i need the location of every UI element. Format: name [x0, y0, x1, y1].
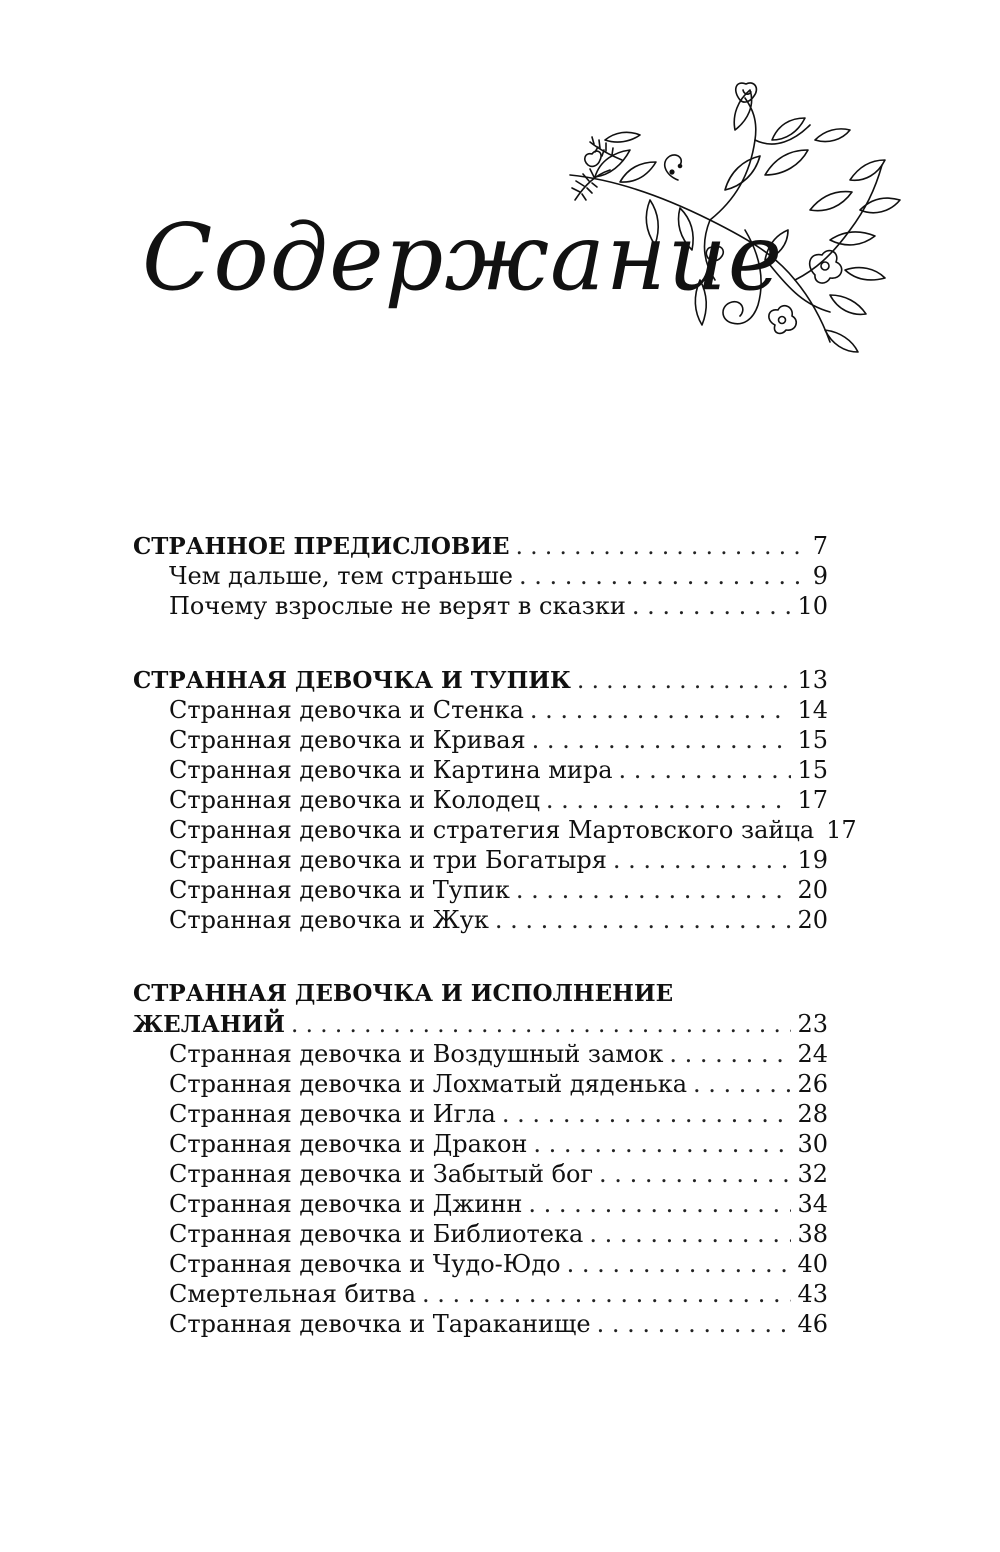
toc-entry[interactable] — [133, 1039, 828, 1069]
page-number: 46 — [797, 1310, 828, 1338]
toc-entry[interactable] — [133, 1219, 828, 1249]
dot-leader — [422, 1279, 791, 1309]
page-number: 28 — [797, 1100, 828, 1128]
toc-entry-label: Странная девочка и Забытый бог — [169, 1160, 594, 1188]
dot-leader — [619, 755, 792, 785]
dot-leader — [516, 875, 792, 905]
toc-heading-line1[interactable] — [133, 979, 828, 1009]
dot-leader — [495, 905, 792, 935]
page-number: 7 — [812, 532, 828, 560]
toc-entry[interactable] — [133, 875, 828, 905]
toc-entry[interactable] — [133, 1309, 828, 1339]
toc-section — [133, 979, 828, 1339]
toc-entry-label: Чем дальше, тем страньше — [169, 562, 513, 590]
page-number: 26 — [797, 1070, 828, 1098]
toc-entry-label: Странная девочка и Лохматый дяденька — [169, 1070, 688, 1098]
toc-entry-label: Странная девочка и Игла — [169, 1100, 496, 1128]
dot-leader — [589, 1219, 791, 1249]
page-number: 15 — [797, 726, 828, 754]
page-number: 13 — [797, 666, 828, 694]
toc-entry-label: Странная девочка и Жук — [169, 906, 489, 934]
toc-heading-label: ЖЕЛАНИЙ — [133, 1011, 285, 1038]
page-number: 30 — [797, 1130, 828, 1158]
toc-heading-label: СТРАННАЯ ДЕВОЧКА И ИСПОЛНЕНИЕ — [133, 980, 674, 1007]
page-number: 15 — [797, 756, 828, 784]
toc-entry-label: Почему взрослые не верят в сказки — [169, 592, 626, 620]
page-number: 17 — [826, 816, 857, 844]
toc-entry-label: Странная девочка и Тараканище — [169, 1310, 591, 1338]
page-number: 14 — [797, 696, 828, 724]
page-number: 40 — [797, 1250, 828, 1278]
toc-entry-label: Странная девочка и три Богатыря — [169, 846, 607, 874]
toc-entry[interactable] — [133, 1099, 828, 1129]
page-number: 10 — [797, 592, 828, 620]
page-number: 17 — [797, 786, 828, 814]
dot-leader — [632, 591, 792, 621]
toc-heading[interactable] — [133, 665, 828, 695]
toc-entry[interactable] — [133, 905, 828, 935]
toc-entry[interactable] — [133, 1189, 828, 1219]
dot-leader — [502, 1099, 792, 1129]
dot-leader — [693, 1069, 791, 1099]
page-number: 23 — [797, 1010, 828, 1038]
toc-section — [133, 665, 857, 935]
page-number: 20 — [797, 876, 828, 904]
toc-entry-label: Странная девочка и Картина мира — [169, 756, 613, 784]
toc-entry-label: Странная девочка и Кривая — [169, 726, 526, 754]
toc-entry[interactable] — [133, 591, 828, 621]
dot-leader — [291, 1010, 791, 1040]
toc-entry[interactable] — [133, 1279, 828, 1309]
toc-entry-label: Странная девочка и Библиотека — [169, 1220, 584, 1248]
page-number: 38 — [797, 1220, 828, 1248]
toc-entry[interactable] — [133, 1069, 828, 1099]
toc-section — [133, 531, 828, 621]
toc-entry[interactable] — [133, 561, 828, 591]
dot-leader — [613, 845, 792, 875]
toc-entry[interactable] — [133, 1129, 828, 1159]
toc-entry-label: Странная девочка и Чудо-Юдо — [169, 1250, 561, 1278]
dot-leader — [577, 666, 792, 696]
dot-leader — [533, 1129, 791, 1159]
dot-leader — [516, 532, 807, 562]
page-number: 43 — [797, 1280, 828, 1308]
page-title: Содержание — [142, 204, 784, 311]
page-number: 20 — [797, 906, 828, 934]
dot-leader — [597, 1309, 792, 1339]
dot-leader — [530, 695, 792, 725]
page-number: 34 — [797, 1190, 828, 1218]
toc-entry-label: Странная девочка и Колодец — [169, 786, 540, 814]
toc-entry-label: Смертельная битва — [169, 1280, 417, 1308]
toc-entry[interactable] — [133, 755, 828, 785]
floral-branch-icon — [560, 80, 905, 360]
toc-entry[interactable] — [133, 695, 828, 725]
toc-entry-label: Странная девочка и стратегия Мартовского зайца — [169, 816, 815, 844]
toc-heading[interactable] — [133, 531, 828, 561]
page-number: 32 — [797, 1160, 828, 1188]
toc-entry[interactable] — [133, 725, 828, 755]
toc-entry[interactable] — [133, 785, 828, 815]
toc-heading[interactable] — [133, 1009, 828, 1039]
toc-heading-label: СТРАННАЯ ДЕВОЧКА И ТУПИК — [133, 667, 571, 694]
toc-entry-label: Странная девочка и Стенка — [169, 696, 524, 724]
dot-leader — [532, 725, 792, 755]
toc-entry-label: Странная девочка и Джинн — [169, 1190, 523, 1218]
dot-leader — [546, 785, 792, 815]
toc-entry-label: Странная девочка и Тупик — [169, 876, 510, 904]
dot-leader — [599, 1159, 791, 1189]
page-number: 24 — [797, 1040, 828, 1068]
toc-heading-label: СТРАННОЕ ПРЕДИСЛОВИЕ — [133, 533, 510, 560]
toc-entry[interactable] — [133, 1159, 828, 1189]
toc-entry[interactable] — [133, 1249, 828, 1279]
page-number: 19 — [797, 846, 828, 874]
dot-leader — [567, 1249, 792, 1279]
dot-leader — [528, 1189, 791, 1219]
page-number: 9 — [812, 562, 828, 590]
table-of-contents — [133, 531, 857, 1383]
dot-leader — [519, 561, 807, 591]
toc-entry[interactable] — [133, 845, 828, 875]
toc-entry[interactable] — [133, 815, 857, 845]
toc-entry-label: Странная девочка и Дракон — [169, 1130, 528, 1158]
toc-entry-label: Странная девочка и Воздушный замок — [169, 1040, 664, 1068]
dot-leader — [669, 1039, 791, 1069]
